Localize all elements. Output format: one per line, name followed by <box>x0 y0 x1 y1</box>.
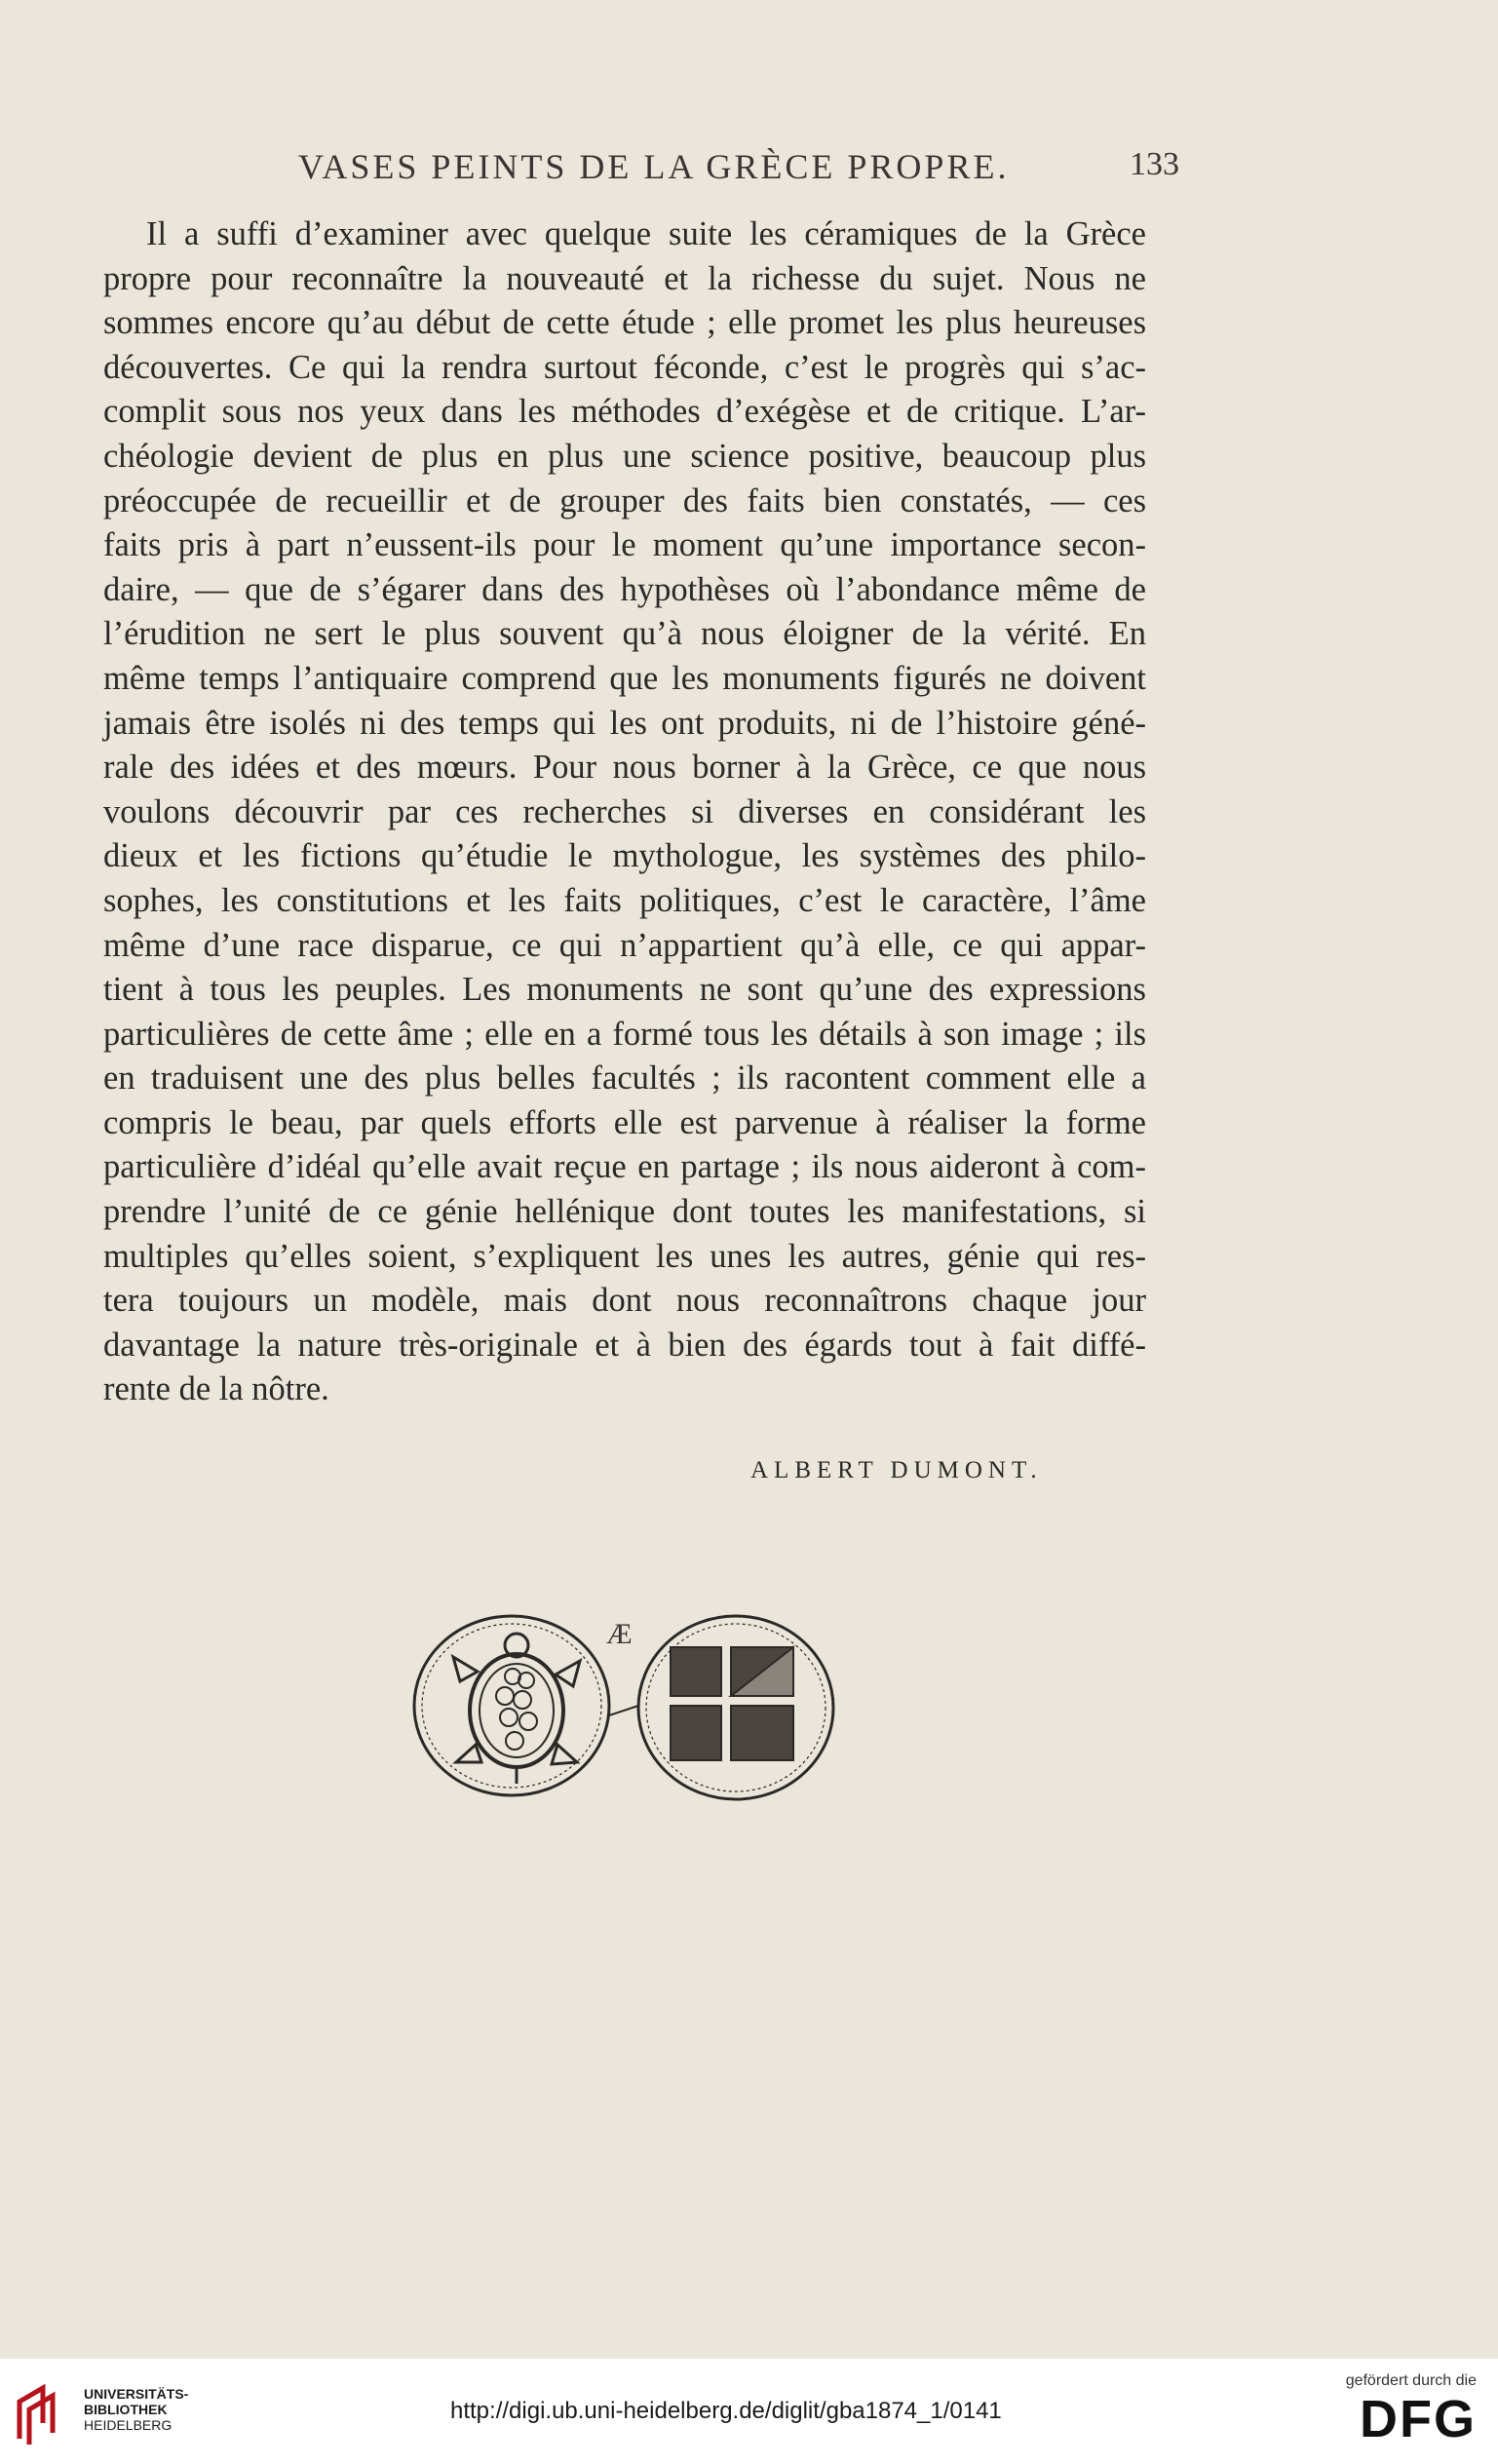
ub-logo-icon <box>14 2380 72 2448</box>
dfg-logo-text: DFG <box>1360 2390 1477 2448</box>
page-number: 133 <box>1130 146 1179 182</box>
running-title: VASES PEINTS DE LA GRÈCE PROPRE. <box>298 147 1010 186</box>
running-head <box>97 146 1189 195</box>
dfg-funding-logo[interactable] <box>1321 2372 1477 2460</box>
text-line: jamais être isolés ni des temps qui les ont produits, ni de l’histoire géné- <box>103 704 1146 742</box>
text-line: rente de la nôtre. <box>103 1370 329 1408</box>
text-line: Il a suffi d’examiner avec quelque suite les céramiques de la Grèce <box>146 215 1146 252</box>
text-line: compris le beau, par quels efforts elle est parvenue à réaliser la forme <box>103 1103 1146 1141</box>
footer-bar <box>0 2359 1498 2464</box>
text-line: propre pour reconnaître la nouveauté et la richesse du sujet. Nous ne <box>103 259 1146 297</box>
author-signature: ALBERT DUMONT. <box>750 1457 1043 1483</box>
text-line: tient à tous les peuples. Les monuments ne sont qu’une des expressions <box>103 971 1146 1009</box>
text-line: chéologie devient de plus en plus une science positive, beaucoup plus <box>103 437 1146 475</box>
text-line: préoccupée de recueillir et de grouper des faits bien constatés, — ces <box>103 481 1146 520</box>
text-line: même d’une race disparue, ce qui n’appartient qu’à elle, ce qui appar- <box>103 926 1146 964</box>
permalink-url[interactable]: http://digi.ub.uni-heidelberg.de/diglit/gba1874_1/0141 <box>450 2398 1002 2424</box>
text-line: découvertes. Ce qui la rendra surtout féconde, c’est le progrès qui s’ac- <box>103 348 1146 386</box>
text-line: multiples qu’elles soient, s’expliquent les unes les autres, génie qui res- <box>103 1237 1146 1275</box>
library-name-line: UNIVERSITÄTS- <box>84 2386 189 2402</box>
connector-line <box>609 1706 638 1715</box>
turtle-coin-obverse <box>414 1616 609 1795</box>
library-name <box>84 2386 188 2433</box>
university-library-logo[interactable] <box>14 2380 218 2448</box>
text-line: complit sous nos yeux dans les méthodes d’exégèse et de critique. L’ar- <box>103 393 1146 431</box>
text-line: prendre l’unité de ce génie hellénique dont toutes les manifestations, si <box>103 1193 1146 1231</box>
text-line: l’érudition ne sert le plus souvent qu’à nous éloigner de la vérité. En <box>103 615 1146 653</box>
library-name-line: HEIDELBERG <box>84 2417 173 2433</box>
text-line: daire, — que de s’égarer dans des hypothèses où l’abondance même de <box>103 570 1146 608</box>
library-name-line: BIBLIOTHEK <box>84 2402 168 2417</box>
body-paragraph <box>103 212 1146 1412</box>
text-line: en traduisent une des plus belles facultés ; ils racontent comment elle a <box>103 1059 1146 1097</box>
text-line: rale des idées et des mœurs. Pour nous borner à la Grèce, ce que nous <box>103 749 1146 787</box>
text-line: sommes encore qu’au début de cette étude ; elle promet les plus heureuses <box>103 304 1146 342</box>
monogram-mark: Æ <box>606 1618 633 1650</box>
text-line: sophes, les constitutions et les faits politiques, c’est le caractère, l’âme <box>103 881 1146 919</box>
funding-caption: gefördert durch die <box>1345 2372 1477 2389</box>
text-line: même temps l’antiquaire comprend que les monuments figurés ne doivent <box>103 659 1146 697</box>
text-line: dieux et les fictions qu’étudie le mythologue, les systèmes des philo- <box>103 837 1146 875</box>
incuse-coin-reverse <box>638 1616 833 1799</box>
text-line: tera toujours un modèle, mais dont nous reconnaîtrons chaque jour <box>103 1282 1146 1320</box>
text-line: davantage la nature très-originale et à bien des égards tout à fait diffé- <box>103 1326 1146 1364</box>
text-line: voulons découvrir par ces recherches si diverses en considérant les <box>103 792 1146 830</box>
text-line: particulières de cette âme ; elle en a formé tous les détails à son image ; ils <box>103 1015 1146 1053</box>
text-line: faits pris à part n’eussent-ils pour le moment qu’une importance secon- <box>103 526 1146 564</box>
text-line: particulière d’idéal qu’elle avait reçue en partage ; ils nous aideront à com- <box>103 1148 1146 1186</box>
